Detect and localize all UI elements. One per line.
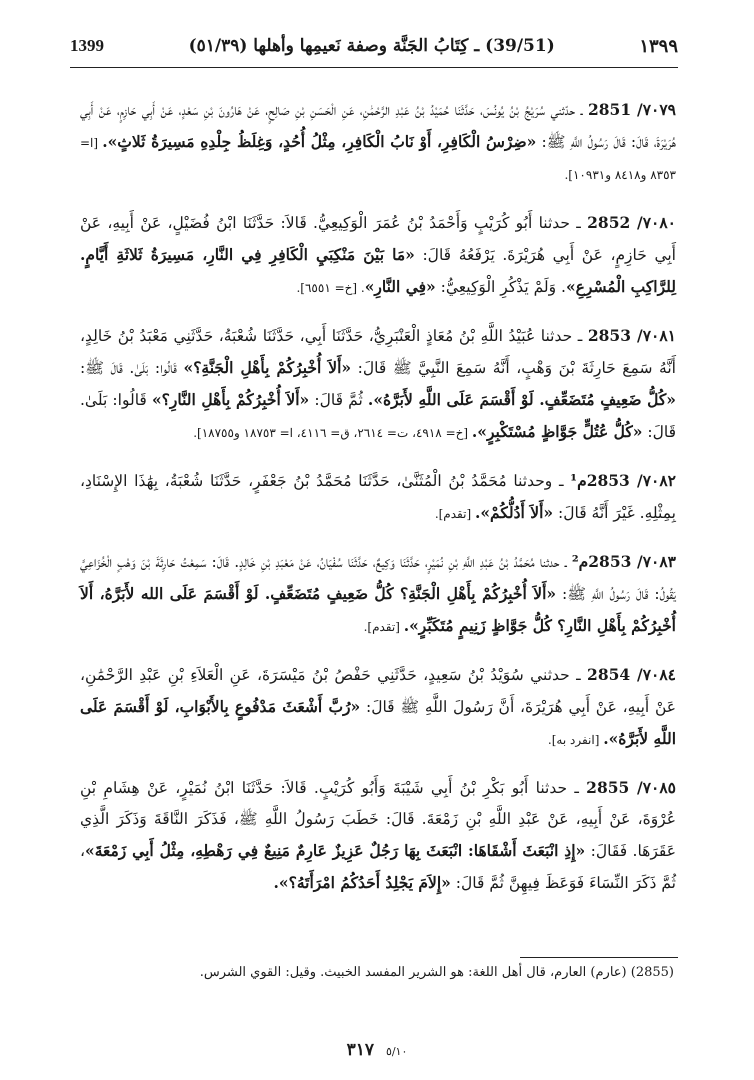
prophetic-saying: «إِذِ انْبَعَثَ أَشْقَاهَا: انْبَعَثَ بِهَا رَجُلٌ عَزِيزٌ عَارِمٌ مَنِيعٌ فِي رَهْطِهِ، مِثْلُ أَبِي زَمْعَةَ»	[85, 840, 586, 860]
hadith-entry	[80, 772, 676, 899]
page-number-arabic: ١٣٩٩	[639, 35, 678, 57]
prophetic-saying: «أَلاَ أُخْبِرُكُمْ بِأَهْلِ النَّارِ؟»	[151, 389, 310, 409]
narration-text: ـ حدثنا أَبُو بَكْرِ بْنُ أَبِي شَيْبَةَ وَأَبُو كُرَيْبٍ. قَالاَ: حَدَّثَنَا ابْنُ نُمَيْرٍ، عَنْ هِشَامِ بْنِ عُرْوَةَ، عَنْ أَبِيهِ، عَنْ عَبْدِ اللَّهِ بْنِ زَمْعَةَ. قَالَ: خَطَبَ رَسُولُ اللَّهِ ﷺ، فَذَكَرَ النَّاقَةَ وَذَكَرَ الَّذِي عَقَرَهَا. فَقَالَ:	[80, 778, 676, 860]
page-header	[70, 30, 678, 62]
prophetic-saying: «أَلاَ أُخْبِرُكُمْ بِأَهْلِ الْجَنَّةِ؟ كُلُّ ضَعِيفٍ مُتَضَعِّفٍ. لَوْ أَقْسَمَ عَلَى الله لأَبَرَّهُ، أَلاَ أُخْبِرُكُمْ بِأَهْلِ النَّارِ؟ كُلُّ جَوَّاظٍ زَنِيمٍ مُتَكَبِّرٍ».	[80, 583, 676, 635]
prophetic-saying: «ضِرْسُ الْكَافِرِ، أَوْ نَابُ الْكَافِرِ، مِثْلُ أُحُدٍ، وَغِلَظُ جِلْدِهِ مَسِيرَةُ ثَلاثٍ».	[102, 131, 537, 151]
cross-reference: [تقدم].	[363, 619, 404, 634]
hadith-number: ٧٠٨٠/ 2852	[587, 212, 676, 232]
prophetic-saying: «كُلُّ عُتُلٍّ جَوَّاظٍ مُسْتَكْبِرٍ».	[471, 421, 643, 441]
cross-reference: . [خ= ٦٥٥١].	[296, 280, 365, 295]
header-rule	[70, 67, 678, 68]
narration-text: ـ حدثنا مُحَمَّدُ بْنُ عَبْدِ اللَّهِ بْنِ نُمَيْرٍ، حَدَّثَنَا وَكِيعٌ، حَدَّثَنَا سُفْيَانُ، عَنْ مَعْبَدِ بْنِ خَالِدٍ. قَالَ: سَمِعْتُ حَارِثَةَ بْنَ وَهْبٍ الْخُزَاعِيَّ يَقُولُ: قَالَ رَسُولُ اللَّهِ ﷺ:	[80, 552, 676, 603]
narration-text: . وَلَمْ يَذْكُرِ الْوَكِيعِيُّ:	[435, 277, 566, 296]
narration-text: ـ وحدثنا مُحَمَّدُ بْنُ الْمُثَنَّىٰ، حَدَّثَنَا مُحَمَّدُ بْنُ جَعْفَرٍ، حَدَّثَنَا شُعْبَةُ، بِهَٰذَا الإِسْنَادِ، بِمِثْلِهِ. غَيْرَ أَنَّهُ قَالَ:	[80, 471, 676, 522]
prophetic-saying: «فِي النَّارِ»	[364, 276, 436, 296]
cross-reference: [ا= ٨٣٥٣ و٨٤١٨ و١٠٩٣١].	[80, 135, 676, 182]
footnote: (2855) (عارم) العارم، قال أهل اللغة: هو الشرير المفسد الخبيث. وقيل: القوي الشرس.	[199, 965, 674, 980]
narration-text: ـ حدّثني سُرَيْجُ بْنُ يُونُسَ، حَدَّثَنَا حُمَيْدُ بْنُ عَبْدِ الرَّحْمَٰنِ، عَنِ الْحَسَنِ بْنِ صَالِحٍ، عَنْ هَارُونَ بْنِ سَعْدٍ، عَنْ أَبِي حَازِمٍ، عَنْ أَبِي هُرَيْرَةَ، قَالَ: قَالَ رَسُولُ اللَّهِ ﷺ:	[80, 100, 677, 151]
hadith-entry	[80, 546, 676, 643]
hadith-number: ٧٠٨٢/ 2853م¹	[570, 470, 676, 490]
prophetic-saying: «إِلاَمَ يَجْلِدُ أَحَدُكُمُ امْرَأَتَهُ؟».	[273, 872, 451, 892]
cross-reference: [انفرد به].	[547, 732, 604, 747]
prophetic-saying: «كُلُّ ضَعِيفٍ مُتَضَعِّفٍ. لَوْ أَقْسَمَ عَلَى اللَّهِ لأَبَرَّهُ».	[367, 389, 676, 409]
narration-text: قَالُوا: بَلَىٰ. قَالَ ﷺ:	[80, 358, 184, 377]
prophetic-saying: «أَلاَ أَدُلُّكُمْ».	[474, 502, 554, 522]
narration-text: ـ حدثنا عُبَيْدُ اللَّهِ بْنُ مُعَاذٍ الْعَنْبَرِيُّ، حَدَّثَنَا أَبِي، حَدَّثَنَا شُعْبَةُ، حَدَّثَنِي مَعْبَدُ بْنُ خَالِدٍ، أَنَّهُ سَمِعَ حَارِثَةَ بْنَ وَهْبٍ، أَنَّهُ سَمِعَ النَّبِيَّ ﷺ قَالَ:	[80, 326, 676, 377]
hadith-number: ٧٠٨٣/ 2853م²	[571, 551, 676, 571]
prophetic-saying: «رُبَّ أَشْعَثَ مَدْفُوعٍ بِالأَبْوَابِ، لَوْ أَقْسَمَ عَلَى اللَّهِ لأَبَرَّهُ».	[80, 696, 676, 748]
footer-page-number: ٣١٧	[346, 1040, 375, 1060]
page-number-latin: 1399	[70, 36, 104, 55]
footer-volume-mark: ٥/١٠	[385, 1045, 408, 1058]
cross-reference: [تقدم].	[434, 506, 475, 521]
hadith-number: ٧٠٧٩/ 2851	[587, 99, 676, 119]
narration-text: ، ثُمَّ ذَكَرَ النِّسَاءَ فَوَعَظَ فِيهِنَّ ثُمَّ قَالَ:	[80, 841, 676, 892]
cross-reference: [خ= ٤٩١٨، ت= ٢٦١٤، ق= ٤١١٦، ا= ١٨٧٥٣ و١٨٧٥٥].	[193, 425, 472, 440]
hadith-entry	[80, 207, 676, 304]
hadith-entry	[80, 94, 676, 191]
hadith-entry	[80, 465, 676, 530]
page-footer	[0, 1040, 754, 1060]
hadith-entry	[80, 320, 676, 449]
prophetic-saying: «مَا بَيْنَ مَنْكِبَيِ الْكَافِرِ فِي النَّارِ، مَسِيرَةُ ثَلاثَةِ أَيَّامٍ. لِلرَّاكِبِ الْمُسْرِعِ»	[80, 244, 676, 296]
narration-text: ثُمَّ قَالَ:	[309, 390, 368, 409]
hadith-number: ٧٠٨٤/ 2854	[587, 664, 677, 684]
hadith-body	[80, 78, 676, 915]
prophetic-saying: «أَلاَ أُخْبِرُكُمْ بِأَهْلِ الْجَنَّةِ؟»	[183, 357, 352, 377]
hadith-number: ٧٠٨٥/ 2855	[586, 777, 677, 797]
running-title: (39/51) ـ كِتَابُ الجَنَّة وصفة نَعيمِها وأهلها (٥١/٣٩)	[188, 36, 555, 56]
narration-text: ـ حدثنا أَبُو كُرَيْبٍ وَأَحْمَدُ بْنُ عُمَرَ الْوَكِيعِيُّ. قَالاَ: حَدَّثَنَا ابْنُ فُضَيْلٍ، عَنْ أَبِيهِ، عَنْ أَبِي حَازِمٍ، عَنْ أَبِي هُرَيْرَةَ. يَرْفَعُهُ قَالَ:	[80, 213, 676, 264]
narration-text: قَالُوا: بَلَىٰ. قَالَ:	[80, 390, 676, 441]
hadith-entry	[80, 659, 676, 756]
narration-text: ـ حدثني سُوَيْدُ بْنُ سَعِيدٍ، حَدَّثَنِي حَفْصُ بْنُ مَيْسَرَةَ، عَنِ الْعَلاَءِ بْنِ عَبْدِ الرَّحْمَٰنِ، عَنْ أَبِيهِ، عَنْ أَبِي هُرَيْرَةَ، أَنَّ رَسُولَ اللَّهِ ﷺ قَالَ:	[80, 665, 676, 716]
footnote-rule	[520, 957, 678, 958]
hadith-number: ٧٠٨١/ 2853	[587, 325, 676, 345]
